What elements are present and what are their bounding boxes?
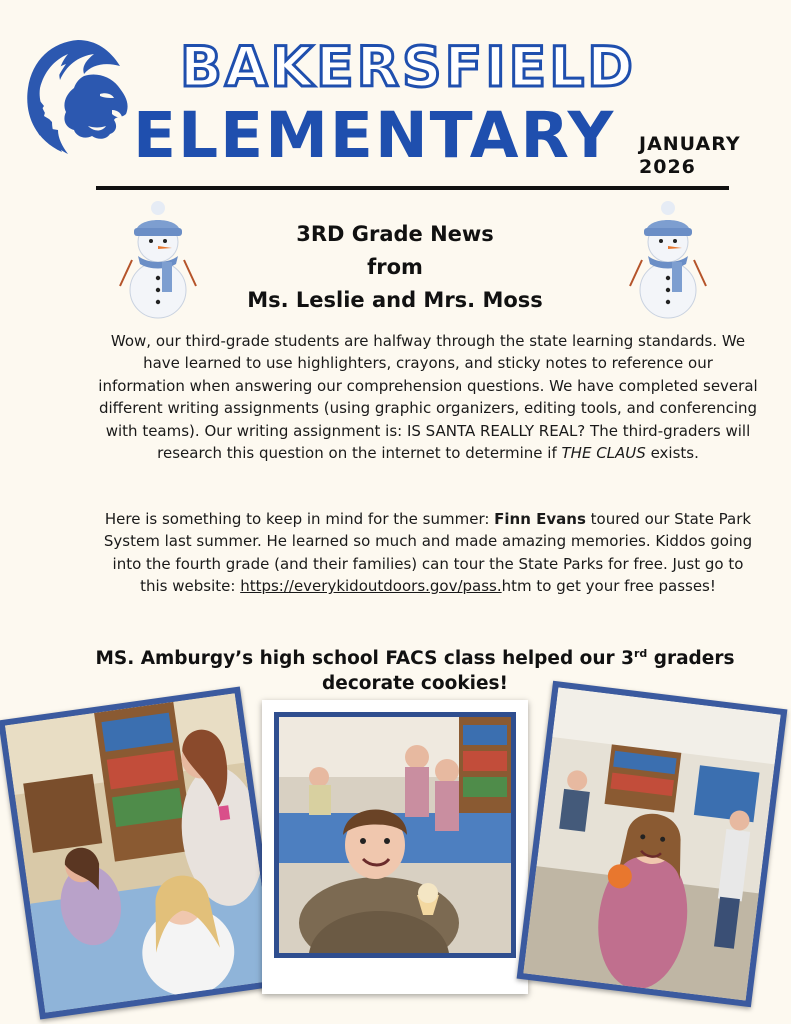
paragraph-emphasis: THE CLAUS	[561, 444, 646, 463]
photo-cookie-decorating-left	[0, 686, 282, 1019]
issue-year: 2026	[639, 156, 696, 178]
paragraph-text: exists.	[645, 444, 699, 463]
parks-pass-link[interactable]: https://everykidoutdoors.gov/pass.	[240, 577, 502, 596]
student-name: Finn Evans	[494, 510, 586, 528]
paragraph-text: Here is something to keep in mind for the summer:	[104, 510, 495, 528]
snowman-icon	[628, 198, 708, 320]
paragraph-text: toured our State Park System last summer. He learned so much and made amazing memories. Kiddos going into the fourth grade (and their families) can tour the State Parks for free. Just go to this website:	[103, 510, 753, 596]
paragraph-writing	[98, 330, 758, 464]
issue-date	[639, 133, 769, 179]
headline-line-3: Ms. Leslie and Mrs. Moss	[247, 288, 543, 312]
issue-month: JANUARY	[639, 133, 741, 155]
paragraph-text: Wow, our third-grade students are halfway through the state learning standards. We have learned to use highlighters, crayons, and sticky notes to reference our information when answering our comprehension questions. We have completed several different writing assignments (using graphic organizers, editing tools, and conferencing with teams). Our writing assignment is: IS SANTA REALLY REAL? The third-graders will research this question on the internet to determine if	[98, 332, 758, 463]
photo-cookie-decorating-center	[262, 700, 528, 994]
cookie-subhead	[90, 641, 740, 696]
subhead-text: graders decorate cookies!	[322, 648, 735, 695]
subhead-text: MS. Amburgy’s high school FACS class helped our 3	[95, 648, 634, 670]
header-divider	[96, 186, 729, 190]
paragraph-text: htm to get your free passes!	[501, 577, 716, 596]
paragraph-state-parks	[98, 508, 758, 598]
headline-line-1: 3RD Grade News	[296, 222, 494, 246]
photo-cookie-decorating-right	[517, 681, 788, 1008]
snowman-icon	[118, 198, 198, 320]
article-headline	[200, 218, 590, 317]
headline-line-2: from	[367, 255, 423, 279]
school-name-bottom: ELEMENTARY	[133, 99, 616, 172]
lion-logo-icon	[22, 36, 134, 156]
school-name-top: BAKERSFIELD	[180, 35, 636, 99]
subhead-ordinal: rd	[633, 647, 648, 660]
